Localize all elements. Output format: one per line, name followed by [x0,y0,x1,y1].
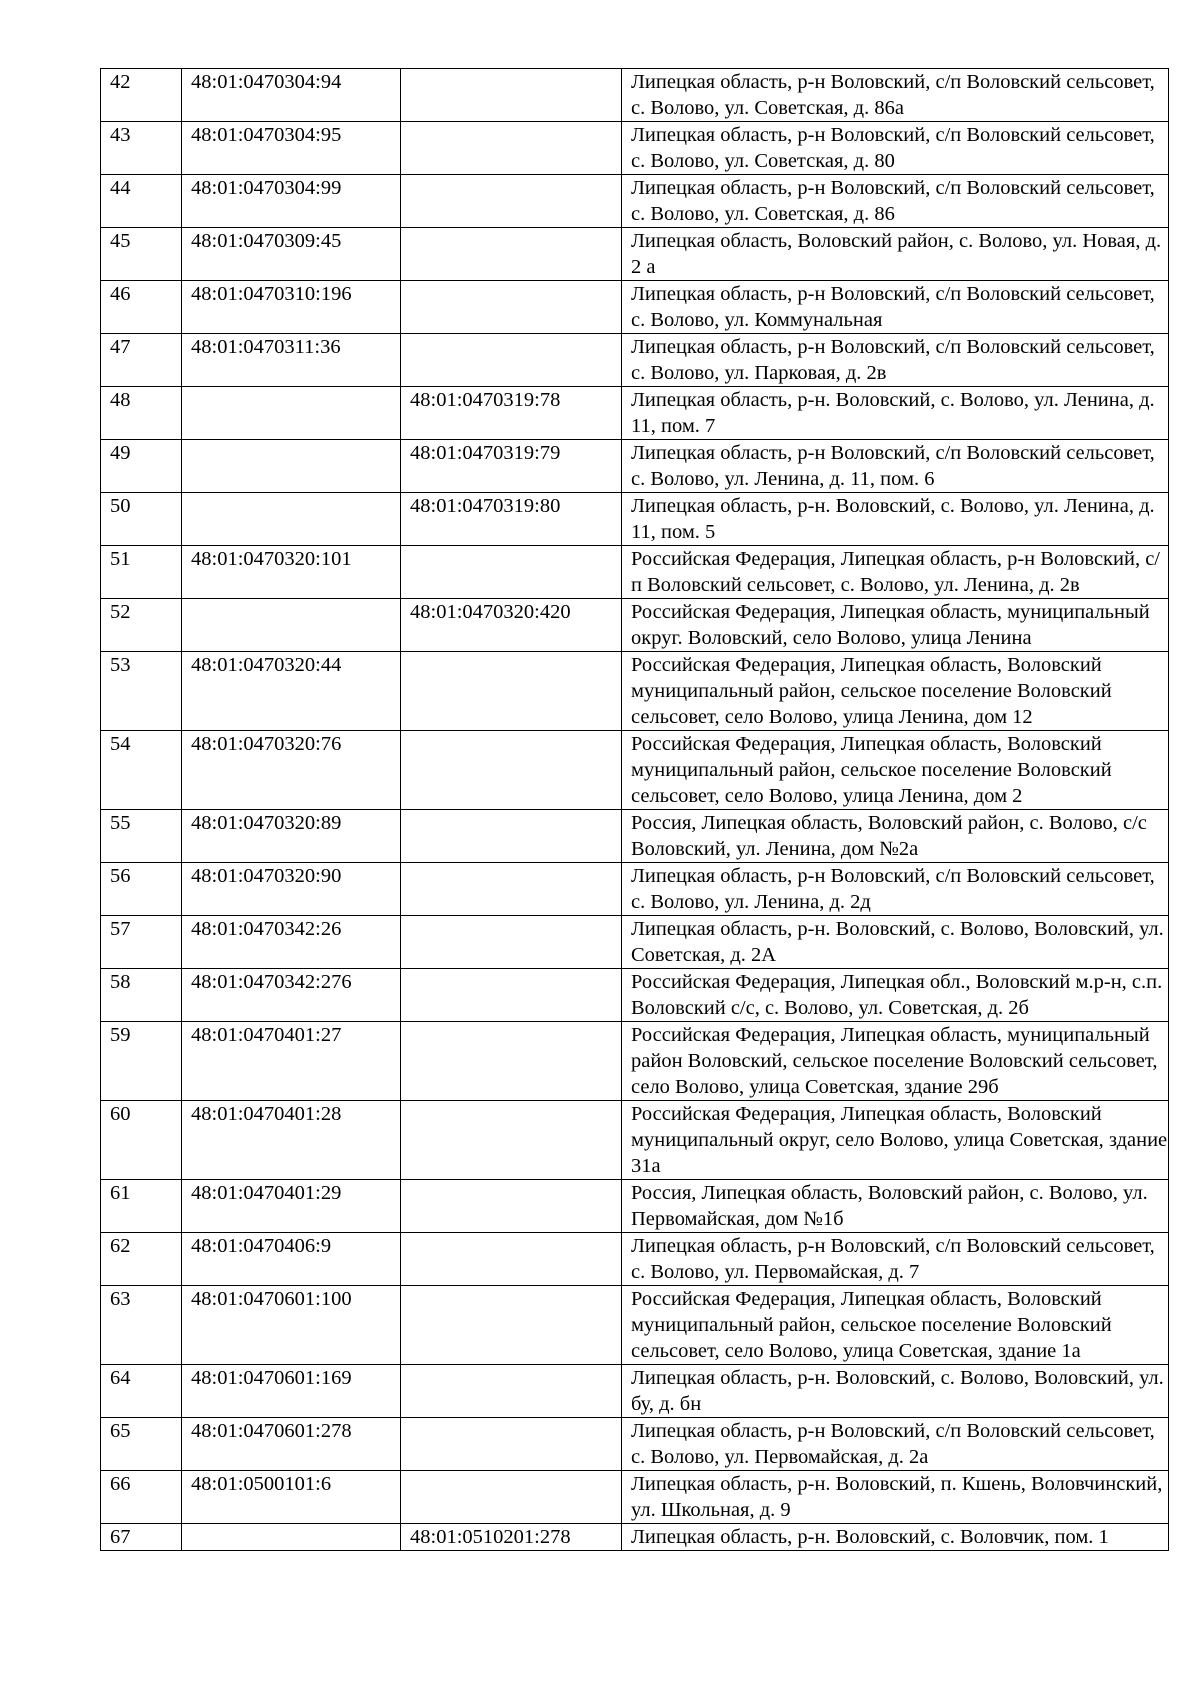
row-number-cell: 56 [101,863,182,916]
row-number-cell: 49 [101,440,182,493]
land-cadastral-number-cell: 48:01:0470401:29 [182,1180,401,1233]
object-cadastral-number-cell [401,281,622,334]
table-row [101,599,1169,652]
row-number-cell: 46 [101,281,182,334]
address-cell: Липецкая область, р-н. Воловский, с. Воловчик, пом. 1 [622,1524,1169,1551]
address-cell: Липецкая область, р-н Воловский, с/п Воловский сельсовет, с. Волово, ул. Первомайская, д. 7 [622,1233,1169,1286]
land-cadastral-number-cell [182,440,401,493]
object-cadastral-number-cell [401,1180,622,1233]
row-number-cell: 57 [101,916,182,969]
row-number-cell: 44 [101,175,182,228]
land-cadastral-number-cell: 48:01:0470320:76 [182,731,401,810]
address-cell: Липецкая область, р-н Воловский, с/п Воловский сельсовет, с. Волово, ул. Ленина, д. 2д [622,863,1169,916]
address-cell: Россия, Липецкая область, Воловский район, с. Волово, с/с Воловский, ул. Ленина, дом №2а [622,810,1169,863]
object-cadastral-number-cell [401,175,622,228]
table-row [101,228,1169,281]
object-cadastral-number-cell [401,1471,622,1524]
table-row [101,1022,1169,1101]
row-number-cell: 59 [101,1022,182,1101]
table-row [101,810,1169,863]
table-row [101,863,1169,916]
land-cadastral-number-cell: 48:01:0470401:27 [182,1022,401,1101]
object-cadastral-number-cell [401,69,622,122]
table-row [101,69,1169,122]
row-number-cell: 48 [101,387,182,440]
address-cell: Российская Федерация, Липецкая область, Воловский муниципальный район, сельское поселение Воловский сельсовет, село Волово, улица Ленина, дом 12 [622,652,1169,731]
land-cadastral-number-cell: 48:01:0470310:196 [182,281,401,334]
table-row [101,1233,1169,1286]
object-cadastral-number-cell [401,652,622,731]
table-row [101,1101,1169,1180]
address-cell: Липецкая область, р-н. Воловский, п. Кшень, Воловчинский, ул. Школьная, д. 9 [622,1471,1169,1524]
object-cadastral-number-cell: 48:01:0470319:80 [401,493,622,546]
table-row [101,334,1169,387]
row-number-cell: 54 [101,731,182,810]
table-row [101,652,1169,731]
row-number-cell: 58 [101,969,182,1022]
row-number-cell: 61 [101,1180,182,1233]
table-body [101,69,1169,1551]
row-number-cell: 52 [101,599,182,652]
object-cadastral-number-cell: 48:01:0470319:79 [401,440,622,493]
table-row [101,440,1169,493]
land-cadastral-number-cell [182,493,401,546]
object-cadastral-number-cell [401,1365,622,1418]
object-cadastral-number-cell [401,863,622,916]
land-cadastral-number-cell: 48:01:0470320:90 [182,863,401,916]
land-cadastral-number-cell: 48:01:0470601:100 [182,1286,401,1365]
table-row [101,969,1169,1022]
address-cell: Россия, Липецкая область, Воловский район, с. Волово, ул. Первомайская, дом №1б [622,1180,1169,1233]
table-row [101,1471,1169,1524]
address-cell: Российская Федерация, Липецкая область, р-н Воловский, с/п Воловский сельсовет, с. Волово, ул. Ленина, д. 2в [622,546,1169,599]
address-cell: Липецкая область, Воловский район, с. Волово, ул. Новая, д. 2 а [622,228,1169,281]
address-cell: Липецкая область, р-н. Воловский, с. Волово, ул. Ленина, д. 11, пом. 5 [622,493,1169,546]
table-row [101,175,1169,228]
object-cadastral-number-cell [401,1022,622,1101]
object-cadastral-number-cell [401,1286,622,1365]
land-cadastral-number-cell: 48:01:0470320:101 [182,546,401,599]
table-row [101,1524,1169,1551]
land-cadastral-number-cell [182,387,401,440]
object-cadastral-number-cell: 48:01:0510201:278 [401,1524,622,1551]
address-cell: Российская Федерация, Липецкая область, Воловский муниципальный район, сельское поселение Воловский сельсовет, село Волово, улица Советская, здание 1а [622,1286,1169,1365]
table-row [101,122,1169,175]
object-cadastral-number-cell [401,916,622,969]
row-number-cell: 67 [101,1524,182,1551]
address-cell: Липецкая область, р-н Воловский, с/п Воловский сельсовет, с. Волово, ул. Советская, д. 80 [622,122,1169,175]
object-cadastral-number-cell [401,810,622,863]
address-cell: Липецкая область, р-н Воловский, с/п Воловский сельсовет, с. Волово, ул. Ленина, д. 11, пом. 6 [622,440,1169,493]
object-cadastral-number-cell: 48:01:0470319:78 [401,387,622,440]
land-cadastral-number-cell: 48:01:0470320:89 [182,810,401,863]
address-cell: Российская Федерация, Липецкая область, Воловский муниципальный район, сельское поселение Воловский сельсовет, село Волово, улица Ленина, дом 2 [622,731,1169,810]
table-row [101,387,1169,440]
table-row [101,1418,1169,1471]
address-cell: Липецкая область, р-н. Воловский, с. Волово, Воловский, ул. бу, д. бн [622,1365,1169,1418]
land-cadastral-number-cell: 48:01:0470304:94 [182,69,401,122]
row-number-cell: 47 [101,334,182,387]
table-row [101,546,1169,599]
table-row [101,493,1169,546]
object-cadastral-number-cell: 48:01:0470320:420 [401,599,622,652]
address-cell: Российская Федерация, Липецкая обл., Воловский м.р-н, с.п. Воловский с/с, с. Волово, ул. Советская, д. 2б [622,969,1169,1022]
table-row [101,1286,1169,1365]
address-cell: Липецкая область, р-н. Воловский, с. Волово, Воловский, ул. Советская, д. 2А [622,916,1169,969]
row-number-cell: 62 [101,1233,182,1286]
address-cell: Липецкая область, р-н Воловский, с/п Воловский сельсовет, с. Волово, ул. Советская, д. 86 [622,175,1169,228]
land-cadastral-number-cell: 48:01:0470601:278 [182,1418,401,1471]
object-cadastral-number-cell [401,1233,622,1286]
address-cell: Российская Федерация, Липецкая область, муниципальный район Воловский, сельское поселение Воловский сельсовет, село Волово, улица Советская, здание 29б [622,1022,1169,1101]
land-cadastral-number-cell: 48:01:0470311:36 [182,334,401,387]
land-cadastral-number-cell: 48:01:0470406:9 [182,1233,401,1286]
land-cadastral-number-cell: 48:01:0470601:169 [182,1365,401,1418]
row-number-cell: 42 [101,69,182,122]
table-row [101,916,1169,969]
row-number-cell: 53 [101,652,182,731]
object-cadastral-number-cell [401,969,622,1022]
property-registry-table [100,68,1169,1551]
object-cadastral-number-cell [401,228,622,281]
row-number-cell: 65 [101,1418,182,1471]
row-number-cell: 55 [101,810,182,863]
row-number-cell: 66 [101,1471,182,1524]
row-number-cell: 43 [101,122,182,175]
land-cadastral-number-cell: 48:01:0470304:95 [182,122,401,175]
row-number-cell: 60 [101,1101,182,1180]
row-number-cell: 45 [101,228,182,281]
land-cadastral-number-cell: 48:01:0470309:45 [182,228,401,281]
land-cadastral-number-cell: 48:01:0470320:44 [182,652,401,731]
row-number-cell: 63 [101,1286,182,1365]
address-cell: Липецкая область, р-н Воловский, с/п Воловский сельсовет, с. Волово, ул. Советская, д. 86а [622,69,1169,122]
object-cadastral-number-cell [401,334,622,387]
address-cell: Липецкая область, р-н. Воловский, с. Волово, ул. Ленина, д. 11, пом. 7 [622,387,1169,440]
table-row [101,1180,1169,1233]
object-cadastral-number-cell [401,546,622,599]
address-cell: Российская Федерация, Липецкая область, Воловский муниципальный округ, село Волово, улица Советская, здание 31а [622,1101,1169,1180]
land-cadastral-number-cell: 48:01:0500101:6 [182,1471,401,1524]
land-cadastral-number-cell: 48:01:0470304:99 [182,175,401,228]
address-cell: Липецкая область, р-н Воловский, с/п Воловский сельсовет, с. Волово, ул. Парковая, д. 2в [622,334,1169,387]
land-cadastral-number-cell: 48:01:0470342:26 [182,916,401,969]
table-row [101,731,1169,810]
object-cadastral-number-cell [401,122,622,175]
land-cadastral-number-cell: 48:01:0470401:28 [182,1101,401,1180]
land-cadastral-number-cell [182,1524,401,1551]
object-cadastral-number-cell [401,731,622,810]
table-row [101,1365,1169,1418]
address-cell: Липецкая область, р-н Воловский, с/п Воловский сельсовет, с. Волово, ул. Первомайская, д. 2а [622,1418,1169,1471]
address-cell: Российская Федерация, Липецкая область, муниципальный округ. Воловский, село Волово, улица Ленина [622,599,1169,652]
object-cadastral-number-cell [401,1101,622,1180]
land-cadastral-number-cell [182,599,401,652]
land-cadastral-number-cell: 48:01:0470342:276 [182,969,401,1022]
row-number-cell: 64 [101,1365,182,1418]
object-cadastral-number-cell [401,1418,622,1471]
row-number-cell: 50 [101,493,182,546]
row-number-cell: 51 [101,546,182,599]
table-row [101,281,1169,334]
address-cell: Липецкая область, р-н Воловский, с/п Воловский сельсовет, с. Волово, ул. Коммунальная [622,281,1169,334]
